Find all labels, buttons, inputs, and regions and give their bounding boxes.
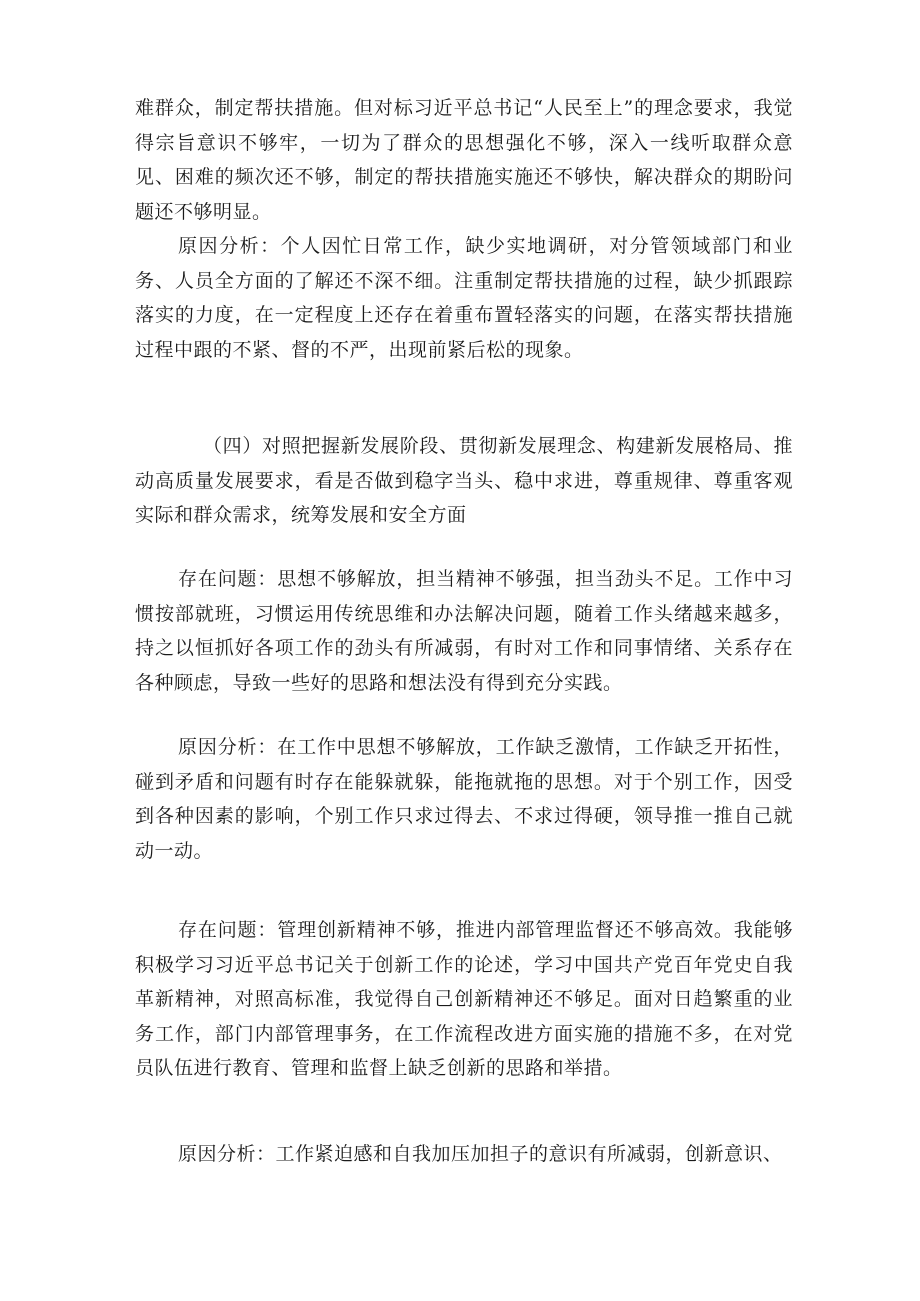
paragraph-continuation: 难群众，制定帮扶措施。但对标习近平总书记“人民至上”的理念要求，我觉得宗旨意识不够牢，一切为了群众的思想强化不够，深入一线听取群众意见、困难的频次还不够，制定的帮扶措施实施还不够快，解决群众的期盼问题还不够明显。	[135, 97, 793, 223]
paragraph-problem-2: 存在问题：管理创新精神不够，推进内部管理监督还不够高效。我能够积极学习习近平总书记关于创新工作的论述，学习中国共产党百年党史自我革新精神，对照高标准，我觉得自己创新精神还不够足。面对日趋繁重的业务工作，部门内部管理事务，在工作流程改进方面实施的措施不多，在对党员队伍进行教育、管理和监督上缺乏创新的思路和举措。	[135, 919, 793, 1079]
paragraph-cause-analysis-3: 原因分析：工作紧迫感和自我加压加担子的意识有所减弱，创新意识、	[178, 1143, 783, 1165]
paragraph-cause-analysis-1: 原因分析：个人因忙日常工作，缺少实地调研，对分管领域部门和业务、人员全方面的了解还不深不细。注重制定帮扶措施的过程，缺少抓跟踪落实的力度，在一定程度上还存在着重布置轻落实的问题，在落实帮扶措施过程中跟的不紧、督的不严，出现前紧后松的现象。	[135, 235, 793, 361]
paragraph-problem-1: 存在问题：思想不够解放，担当精神不够强，担当劲头不足。工作中习惯按部就班，习惯运用传统思维和办法解决问题，随着工作头绪越来越多，持之以恒抓好各项工作的劲头有所减弱，有时对工作和同事情绪、关系存在各种顾虑，导致一些好的思路和想法没有得到充分实践。	[135, 568, 793, 694]
section-heading-four: （四）对照把握新发展阶段、贯彻新发展理念、构建新发展格局、推动高质量发展要求，看是否做到稳字当头、稳中求进，尊重规律、尊重客观实际和群众需求，统筹发展和安全方面	[135, 435, 793, 526]
paragraph-cause-analysis-2: 原因分析：在工作中思想不够解放，工作缺乏激情，工作缺乏开拓性，碰到矛盾和问题有时存在能躲就躲，能拖就拖的思想。对于个别工作，因受到各种因素的影响，个别工作只求过得去、不求过得硬，领导推一推自己就动一动。	[135, 736, 793, 862]
